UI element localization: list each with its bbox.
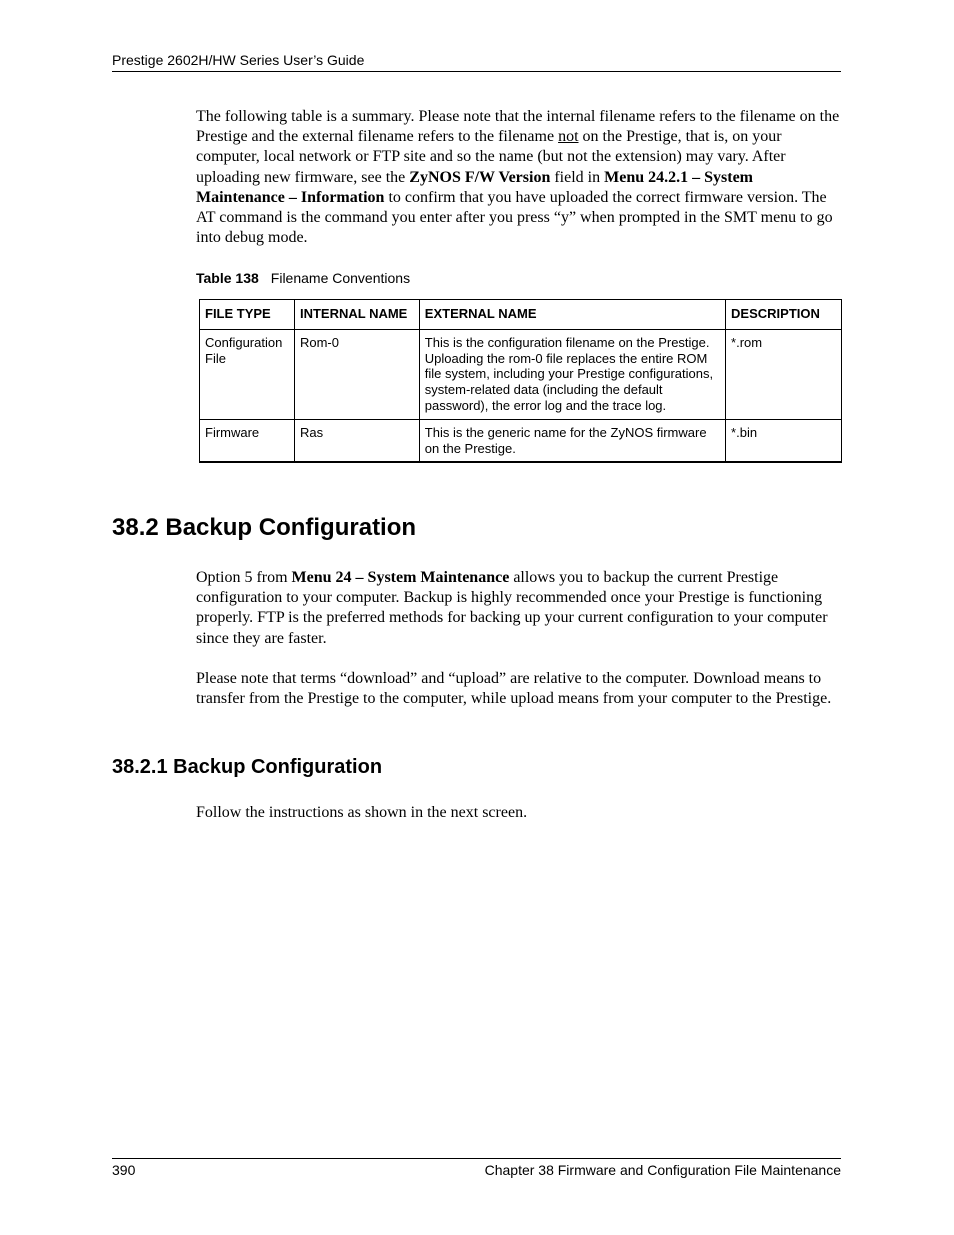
subsection-paragraph: Follow the instructions as shown in the next screen. [196,804,528,821]
intro-text-4: to confirm that you have uploaded the correct firmware version. The AT command is the command you enter after you press “y” when prompted in the SMT menu to go into debug mode. [196,188,833,247]
cell-description: *.rom [726,329,842,419]
chapter-footer: Chapter 38 Firmware and Configuration File Maintenance [484,1162,841,1178]
footer-rule [112,1158,841,1159]
intro-text-2: on the Prestige, that is, on your computer, local network or FTP site and so the name (but not the extension) may vary. After uploading new firmware, see the [196,128,786,186]
header-rule [112,71,841,72]
header-description: DESCRIPTION [726,300,842,330]
table-row [200,329,842,419]
table-caption [196,270,410,286]
intro-text-1: The following table is a summary. Please note that the internal filename refers to the filename on the Prestige and the external filename refers to the filename [196,108,840,146]
backup-bold-menu: Menu 24 – System Maintenance [291,569,510,586]
table-caption-label: Table 138 [196,270,259,286]
page-number: 390 [112,1162,136,1178]
header-external-name: EXTERNAL NAME [419,300,725,330]
filename-conventions-table [199,299,842,463]
cell-file-type: Configuration File [200,329,295,419]
cell-internal-name: Ras [294,419,419,462]
header-file-type: FILE TYPE [200,300,295,330]
section-heading: 38.2 Backup Configuration [112,514,417,541]
backup-text-2: allows you to backup the current Prestige configuration to your computer. Backup is highly recommended once your Prestige is functioning properly. FTP is the preferred methods for backing up your current configuration to your computer since they are faster. [196,569,828,647]
cell-external-name: This is the configuration filename on the Prestige. Uploading the rom-0 file replaces the entire ROM file system, including your Prestige configurations, system-related data (including the default password), the error log and the trace log. [419,329,725,419]
cell-external-name: This is the generic name for the ZyNOS firmware on the Prestige. [419,419,725,462]
running-header: Prestige 2602H/HW Series User’s Guide [112,52,365,68]
intro-text-3: field in [550,168,605,186]
cell-internal-name: Rom-0 [294,329,419,419]
table-row [200,419,842,462]
table-header-row [200,300,842,330]
backup-paragraph-2: Please note that terms “download” and “upload” are relative to the computer. Download means to transfer from the Prestige to the computer, while upload means from your computer to the Prestige. [196,670,832,708]
subsection-heading: 38.2.1 Backup Configuration [112,756,383,778]
cell-file-type: Firmware [200,419,295,462]
backup-text-1: Option 5 from [196,569,292,586]
table-caption-title: Filename Conventions [270,270,411,286]
cell-description: *.bin [726,419,842,462]
intro-underline: not [558,128,579,146]
intro-bold-menu: Menu 24.2.1 – System Maintenance – Information [196,168,753,206]
intro-paragraph [196,107,844,248]
intro-bold-field: ZyNOS F/W Version [409,168,551,186]
header-internal-name: INTERNAL NAME [294,300,419,330]
backup-paragraph-1 [196,568,844,649]
